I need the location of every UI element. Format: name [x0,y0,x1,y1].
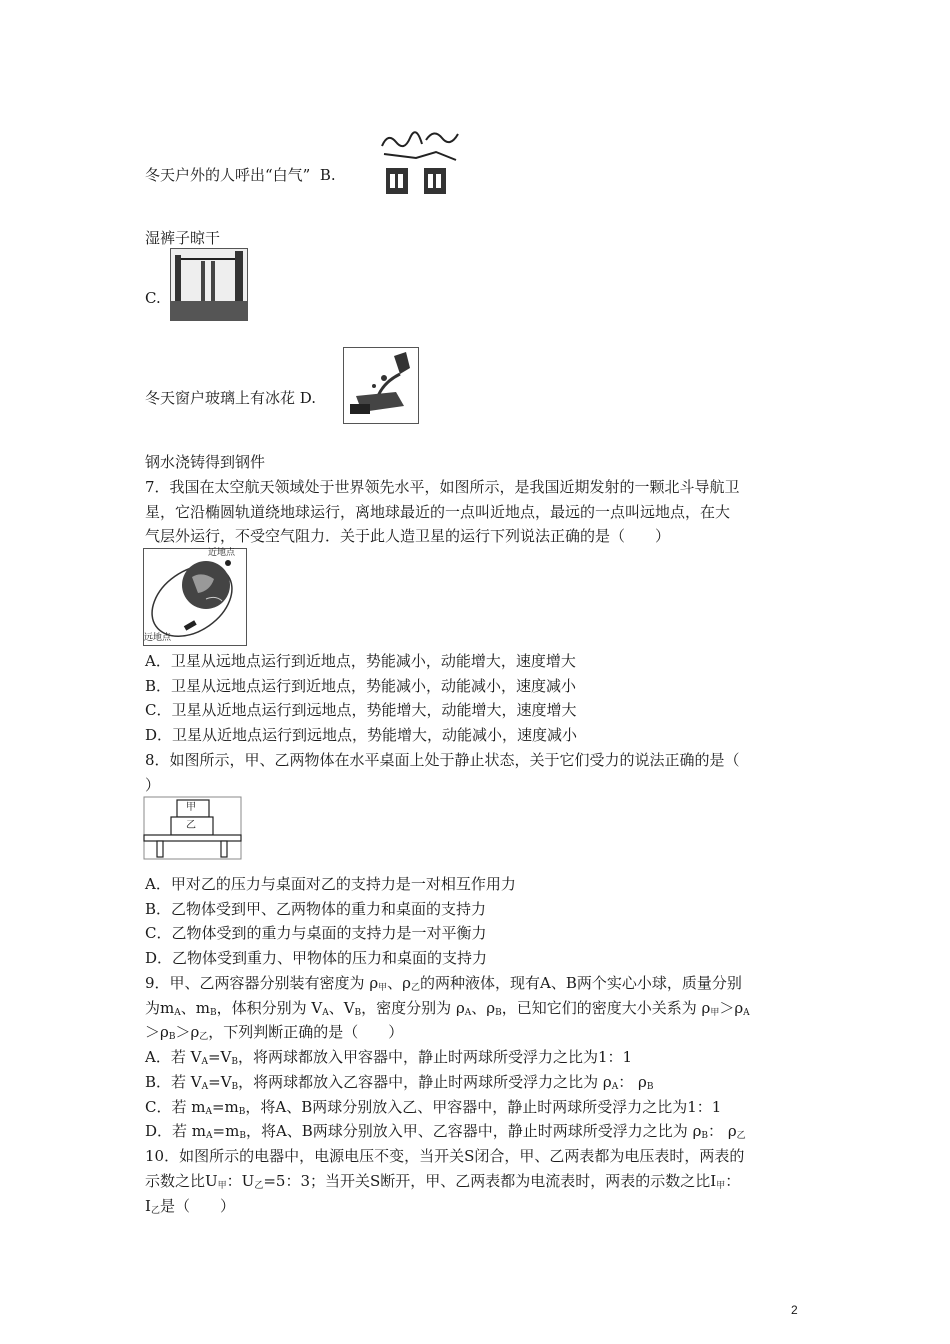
q7-option-b: B．卫星从远地点运行到近地点，势能减小，动能减小，速度减小 [145,677,577,695]
q8-stem-line-1: 8．如图所示，甲、乙两物体在水平桌面上处于静止状态，关于它们受力的说法正确的是（ [145,751,740,769]
q10-stem-line-3: $Ⅰ_乙$是（ ） [145,1197,235,1216]
q6-figure-b-breath [376,124,461,197]
q9-option-a: A．若 $V_A=V_B$，将两球都放入甲容器中，静止时两球所受浮力之比为1：1 [145,1048,633,1067]
q7-figure-satellite-orbit [143,548,247,646]
page-number: 2 [791,1303,798,1317]
q9-option-d: D．若 $m_A=m_B$，将A、B两球分别放入甲、乙容器中，静止时两球所受浮力之比为 $\rho_B$： $\rho_乙$ [145,1122,746,1141]
q8-option-a: A．甲对乙的压力与桌面对乙的支持力是一对相互作用力 [145,875,516,893]
q8-option-d: D．乙物体受到重力、甲物体的压力和桌面的支持力 [145,949,488,967]
q9-stem-line-1: 9．甲、乙两容器分别装有密度为 $\rho_甲$、$\rho_乙$的两种液体，现有A、B两个实心小球，质量分别 [145,974,742,993]
q6-option-a-text: 冬天户外的人呼出“白气” B. [145,166,336,184]
q9-option-b: B．若 $V_A=V_B$，将两球都放入乙容器中，静止时两球所受浮力之比为 $\rho_A$： $\rho_B$ [145,1073,654,1092]
q7-option-a: A．卫星从远地点运行到近地点，势能减小，动能增大，速度增大 [145,652,576,670]
q7-option-d: D．卫星从近地点运行到远地点，势能增大，动能减小，速度减小 [145,726,578,744]
q6-option-c-label: C. [145,289,161,307]
q8-fig-label-yi: 乙 [186,820,196,831]
q8-option-c: C．乙物体受到的重力与桌面的支持力是一对平衡力 [145,924,487,942]
q7-stem-line-2: 星，它沿椭圆轨道绕地球运行，离地球最近的一点叫近地点，最远的一点叫远地点，在大 [145,503,731,521]
q6-figure-c-pants [170,248,248,321]
q6-figure-d-pouring [343,347,419,424]
q8-figure-blocks-on-table [143,796,242,860]
q6-option-d-text: 钢水浇铸得到钢件 [145,453,266,471]
q9-stem-line-3: $>\rho_B>\rho_乙$，下列判断正确的是（ ） [145,1023,404,1042]
q6-option-c-text: 冬天窗户玻璃上有冰花 D. [145,389,317,407]
q7-option-c: C．卫星从近地点运行到远地点，势能增大，动能增大，速度增大 [145,701,577,719]
q8-option-b: B．乙物体受到甲、乙两物体的重力和桌面的支持力 [145,900,487,918]
q7-stem-line-1: 7．我国在太空航天领域处于世界领先水平，如图所示，是我国近期发射的一颗北斗导航卫 [145,478,740,496]
q9-option-c: C．若 $m_A=m_B$，将A、B两球分别放入乙、甲容器中，静止时两球所受浮力之比为1：1 [145,1098,722,1117]
q10-stem-line-2: 示数之比$U_甲$：$U_乙=5$：3；当开关S断开，甲、乙两表都为电流表时，两表的示数之比$Ⅰ_甲$： [145,1172,741,1191]
q10-stem-line-1: 10．如图所示的电器中，电源电压不变，当开关S闭合，甲、乙两表都为电压表时，两表的 [145,1147,745,1165]
q7-stem-line-3: 气层外运行，不受空气阻力．关于此人造卫星的运行下列说法正确的是（ ） [145,527,671,545]
q9-stem-line-2: 为$m_A$、$m_B$，体积分别为 $V_A$、$V_B$，密度分别为 $\rho_A$、$\rho_B$，已知它们的密度大小关系为 $\rho_甲>\rho_A$ [145,999,750,1018]
q6-option-b-text: 湿裤子晾干 [145,229,221,247]
q7-fig-far-label: 远地点 [144,633,172,643]
q7-fig-near-label: 近地点 [208,548,236,558]
q8-fig-label-jia: 甲 [186,802,196,813]
q8-stem-line-2: ） [145,776,161,794]
